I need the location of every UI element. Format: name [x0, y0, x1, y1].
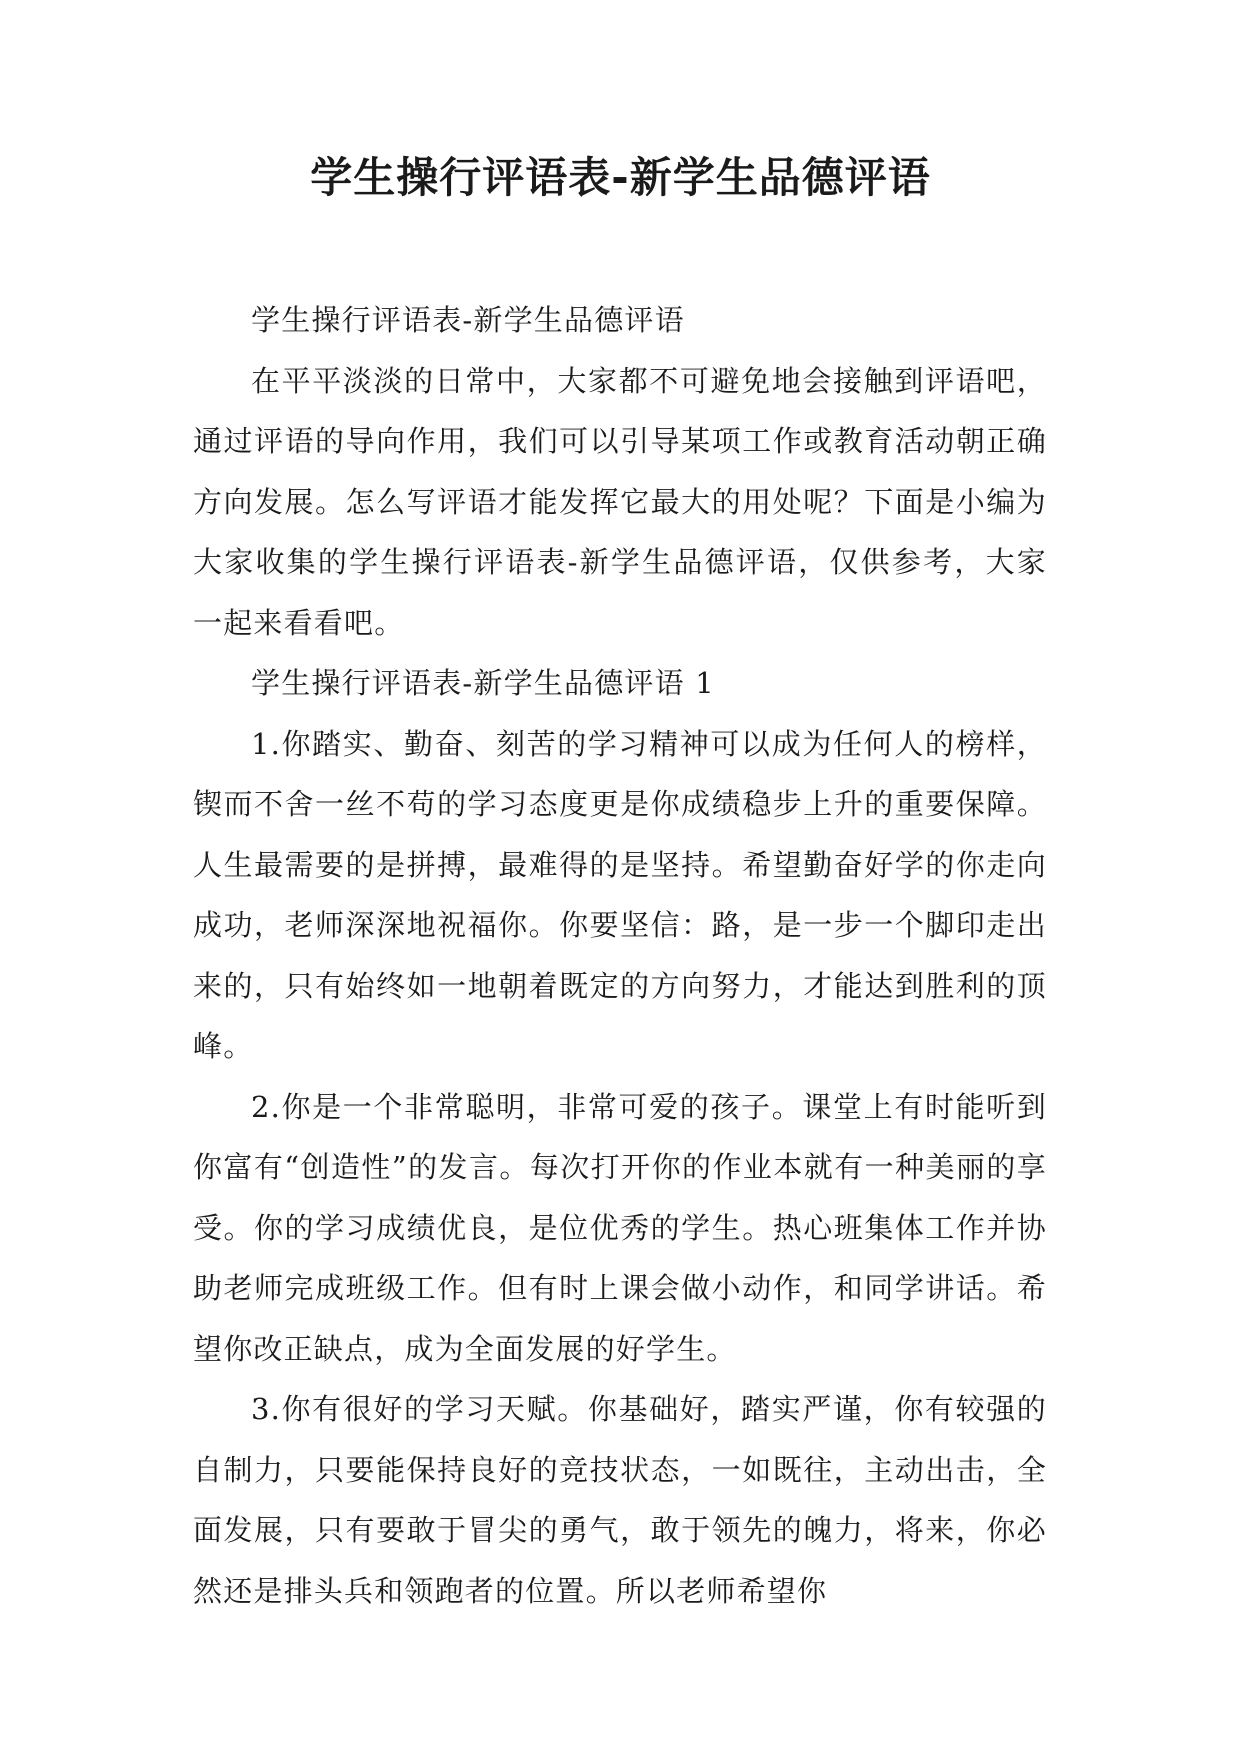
- comment-paragraph-1: 1.你踏实、勤奋、刻苦的学习精神可以成为任何人的榜样，锲而不舍一丝不苟的学习态度更是你成绩稳步上升的重要保障。人生最需要的是拼搏，最难得的是坚持。希望勤奋好学的你走向成功，老师深深地祝福你。你要坚信：路，是一步一个脚印走出来的，只有始终如一地朝着既定的方向努力，才能达到胜利的顶峰。: [193, 726, 1047, 1063]
- document-body: [193, 290, 1047, 1621]
- intro-paragraph: 在平平淡淡的日常中，大家都不可避免地会接触到评语吧，通过评语的导向作用，我们可以引导某项工作或教育活动朝正确方向发展。怎么写评语才能发挥它最大的用处呢？下面是小编为大家收集的学生操行评语表-新学生品德评语，仅供参考，大家一起来看看吧。: [193, 363, 1047, 640]
- comment-paragraph-3: 3.你有很好的学习天赋。你基础好，踏实严谨，你有较强的自制力，只要能保持良好的竞技状态，一如既往，主动出击，全面发展，只有要敢于冒尖的勇气，敢于领先的魄力，将来，你必然还是排头兵和领跑者的位置。所以老师希望你: [193, 1392, 1047, 1608]
- document-title: 学生操行评语表-新学生品德评语: [310, 153, 931, 202]
- comment-paragraph-2: 2.你是一个非常聪明，非常可爱的孩子。课堂上有时能听到你富有“创造性”的发言。每次打开你的作业本就有一种美丽的享受。你的学习成绩优良，是位优秀的学生。热心班集体工作并协助老师完成班级工作。但有时上课会做小动作，和同学讲话。希望你改正缺点，成为全面发展的好学生。: [193, 1089, 1047, 1366]
- subtitle-paragraph: 学生操行评语表-新学生品德评语: [251, 303, 685, 337]
- section-heading: 学生操行评语表-新学生品德评语 1: [251, 666, 715, 700]
